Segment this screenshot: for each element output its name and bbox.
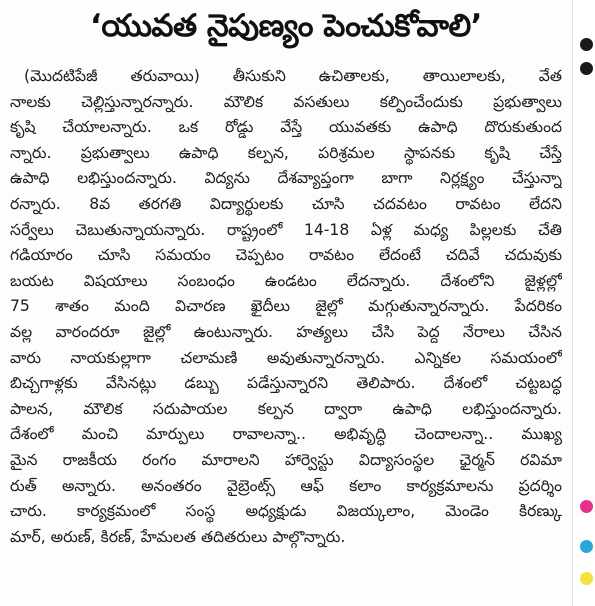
article-line: పాలన, మౌలిక సదుపాయల కల్పన ద్వారా ఉపాధి లభిస్తుందన్నారు.: [10, 399, 562, 418]
article-line: గడియారం చూసి సమయం చెప్పటం రావటం లేదంటే చదివే చదువుకు: [10, 246, 562, 265]
registration-mark-yellow: [580, 572, 593, 585]
headline: ‘యువత నైపుణ్యం పెంచుకోవాలి’: [90, 8, 482, 44]
article-line: రన్నారు. 8వ తరగతి విద్యార్థులకు చూసి చదవటం రావటం లేదని: [10, 194, 562, 213]
article-line: చారు. కార్యక్రమంలో సంస్థ అధ్యక్షుడు విజయ్కలాం, మెండెం కిరణ్కు: [10, 502, 562, 521]
article-line: న్నారు. ప్రభుత్వాలు ఉపాధి కల్పన, పరిశ్రమల స్థాపనకు కృషి చేస్తే: [10, 143, 562, 162]
article-line: (మొదటిపేజీ తరువాయి) తీసుకుని ఉచితాలకు, తాయిలాలకు, వేత: [24, 67, 562, 85]
article-line: మార్, అరుణ్, కిరణ్, హేమలత తదితరులు పాల్గొన్నారు.: [10, 527, 346, 546]
registration-mark-magenta: [580, 500, 593, 513]
registration-mark-black: [580, 62, 593, 75]
page-margin-strip: [572, 0, 595, 606]
article-line: రుత్ అన్నారు. అనంతరం వైబ్రెంట్స్ ఆఫ్ కలాం కార్యక్రమాలను ప్రదర్శిం: [10, 476, 562, 495]
article-line: 75 శాతం మంది విచారణ ఖైదీలు జైల్లో మగ్గుతున్నారన్నారు. పేదరికం: [10, 297, 562, 316]
article-line: బయట విషయాలు సంబంధం ఉండటం లేదన్నారు. దేశంలోని జైళ్లల్లో: [10, 271, 562, 290]
article-line: దేశంలో మంచి మార్పులు రావాలన్నా.. అభివృద్ధి చెందాలన్నా.. ముఖ్య: [10, 425, 562, 444]
article-line: వల్ల వారందరూ జైల్లో ఉంటున్నారు. హత్యలు చేసి పెద్ద నేరాలు చేసిన: [10, 322, 562, 341]
article-line: కృషి చేయాలన్నారు. ఒక రోడ్డు వేస్తే యువతకు ఉపాధి దొరుకుతుంద: [10, 118, 562, 137]
registration-mark-black: [580, 38, 593, 51]
article-line: మైన రాజకీయ రంగం మారాలని హార్వెస్టు విద్యాసంస్థల ఛైర్మన్ రవిమా: [10, 450, 562, 469]
article-line: బిచ్చగాళ్లకు వేసినట్లు డబ్బు పడేస్తున్నారని తెలిపారు. దేశంలో చట్టబద్ధ: [10, 374, 562, 393]
article-line: వారు నాయకుల్లాగా చలామణి అవుతున్నారన్నారు. ఎన్నికల సమయంలో: [10, 348, 562, 367]
article-line: నాలకు చెల్లిస్తున్నారన్నారు. మౌలిక వసతులు కల్పించేందుకు ప్రభుత్వాలు: [10, 92, 562, 111]
article-line: ఉపాధి లభిస్తుందన్నారు. విద్యను దేశవ్యాప్తంగా బాగా నిర్లక్ష్యం చేస్తున్నా: [10, 169, 562, 188]
registration-mark-cyan: [580, 540, 593, 553]
article-body: [10, 64, 562, 550]
article-line: సర్వేలు చెబుతున్నాయన్నారు. రాష్ట్రంలో 14-18 ఏళ్ల మధ్య పిల్లలకు చేతి: [10, 220, 562, 239]
